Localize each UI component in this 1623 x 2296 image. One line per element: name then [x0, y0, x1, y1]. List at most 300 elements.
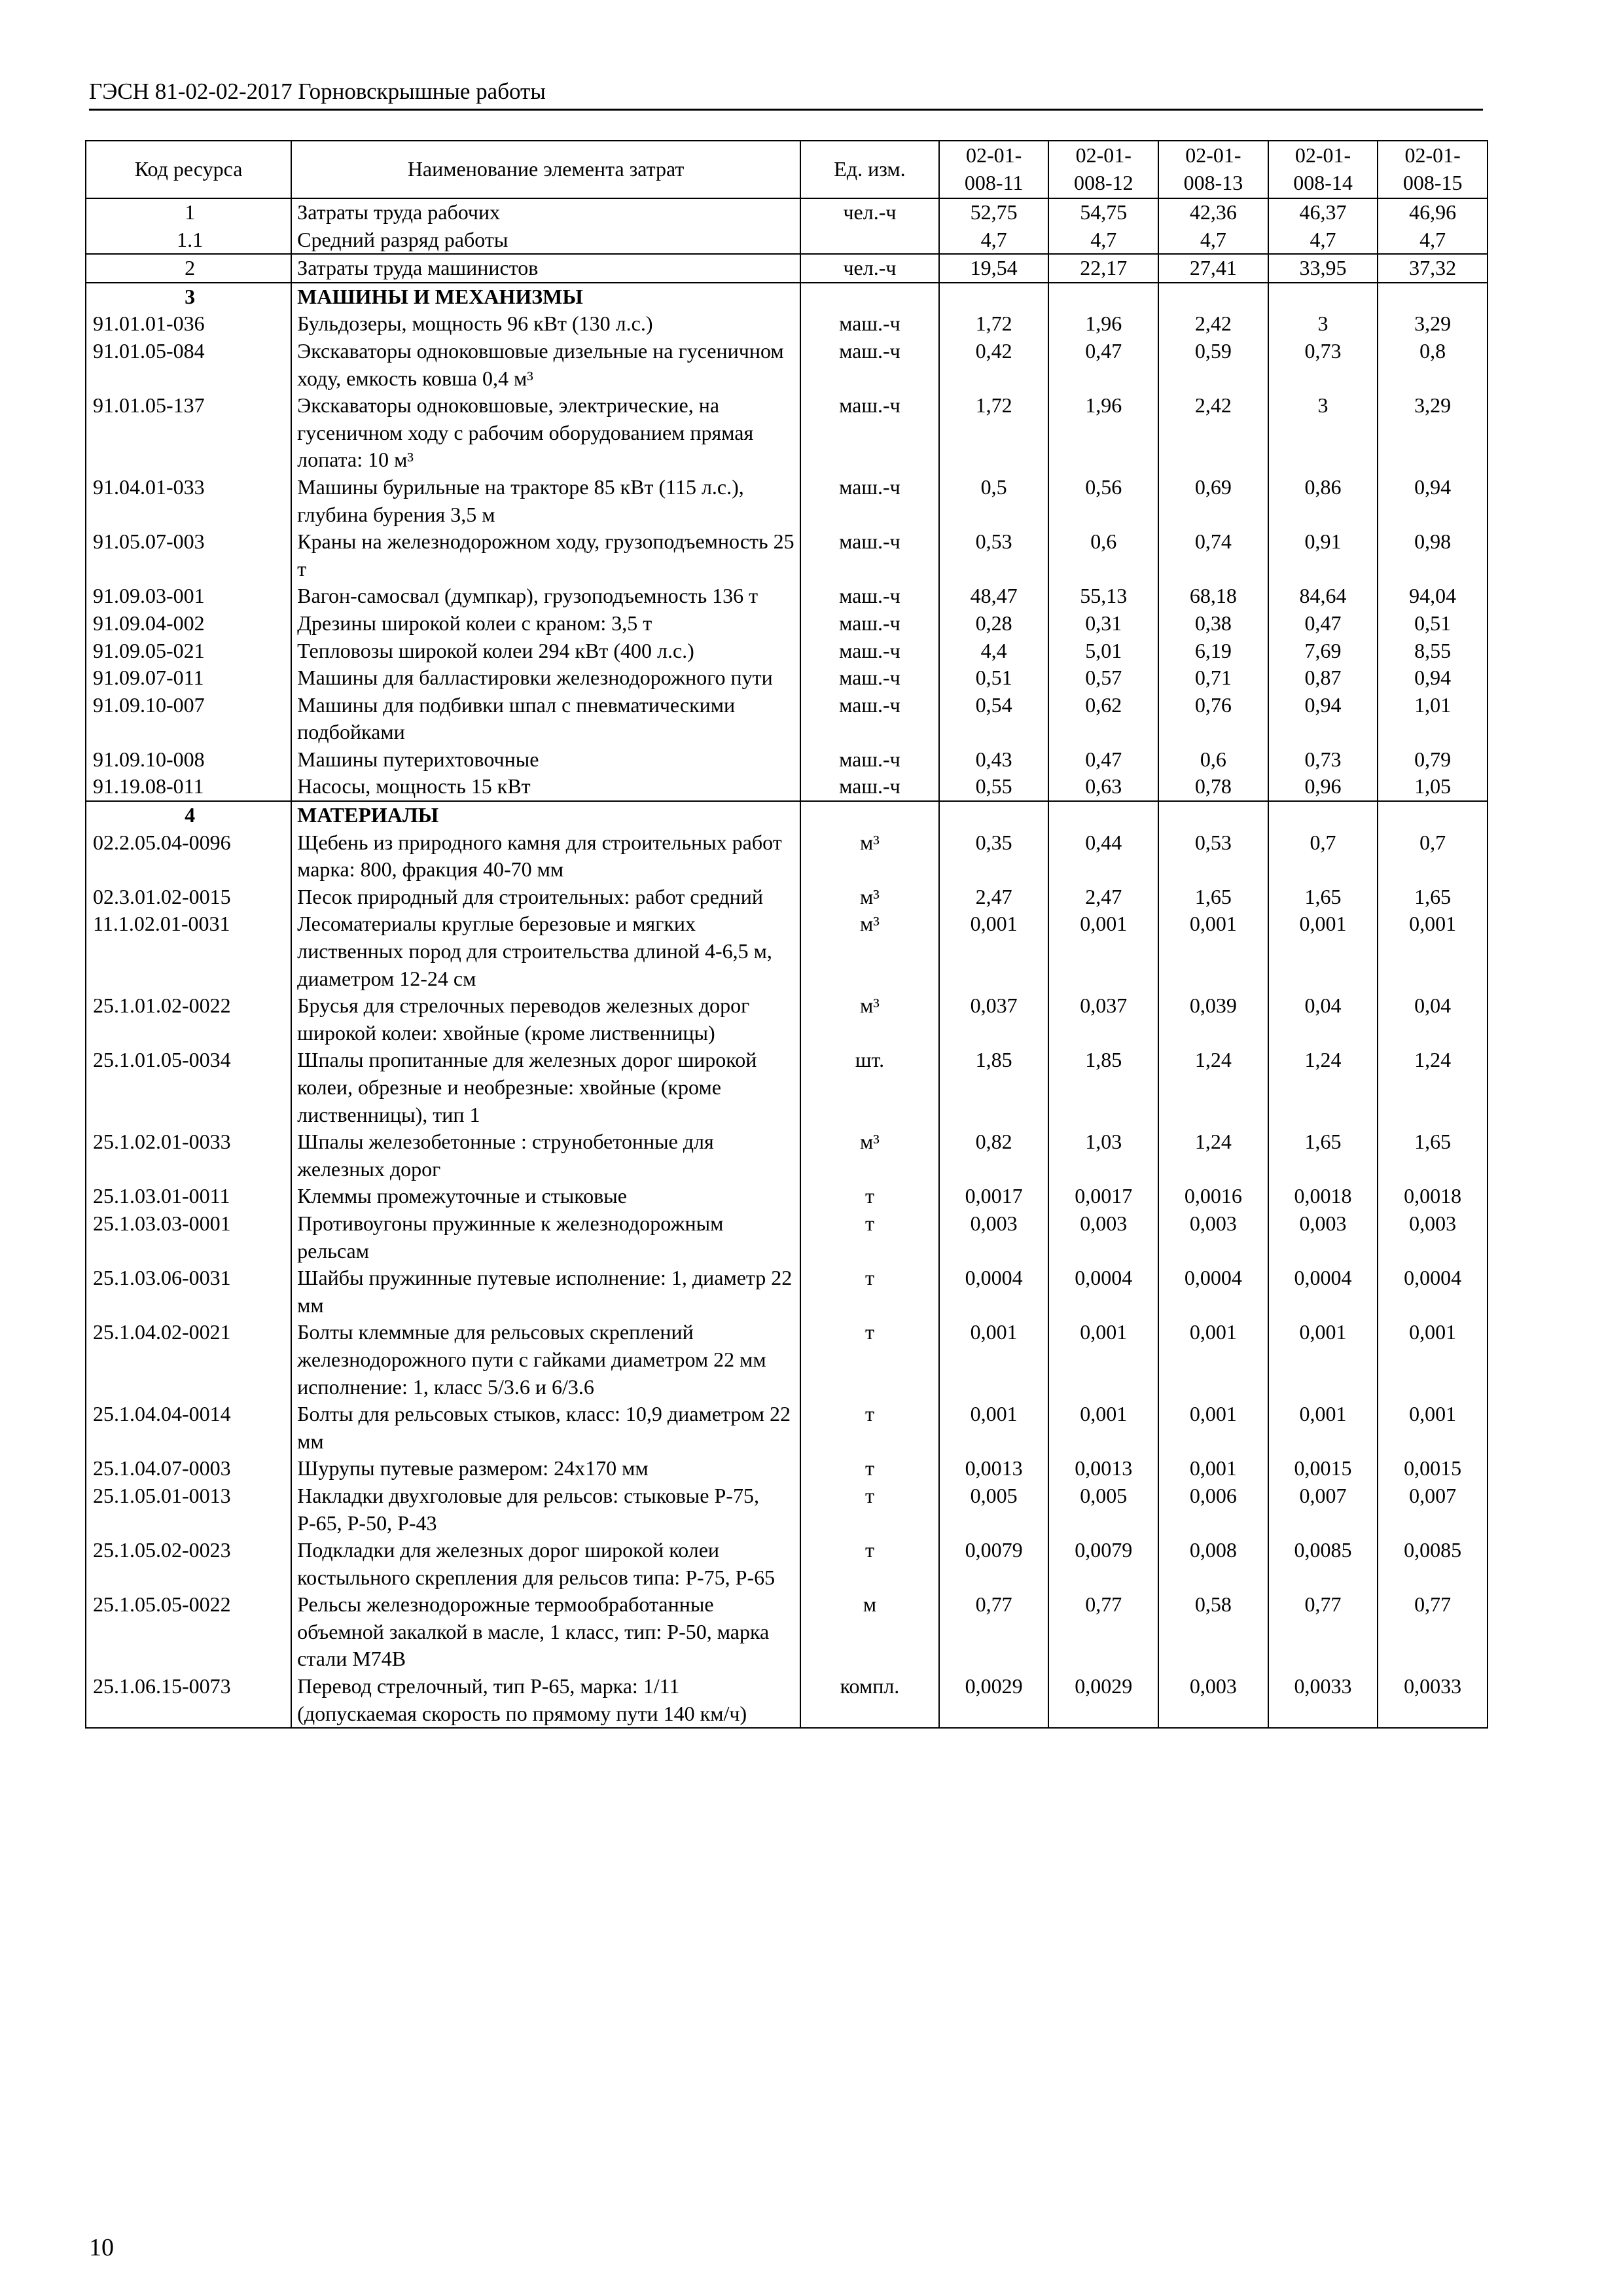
value-cell: 0,94	[1268, 692, 1378, 746]
table-row	[86, 610, 1488, 637]
resource-name-cell: Машины для подбивки шпал с пневматическими подбойками	[291, 692, 800, 746]
value-cell: 0,0085	[1268, 1537, 1378, 1591]
table-row	[86, 884, 1488, 911]
column-header: Ед. изм.	[800, 141, 939, 198]
table-header-row	[86, 141, 1488, 198]
value-cell: 2,42	[1158, 392, 1268, 474]
value-cell: 0,001	[1268, 910, 1378, 992]
value-cell: 0,001	[1378, 1319, 1488, 1401]
value-cell: 94,04	[1378, 583, 1488, 610]
value-cell: 1,72	[939, 392, 1049, 474]
unit-cell: т	[800, 1265, 939, 1319]
value-cell	[1378, 801, 1488, 829]
value-cell: 0,001	[1048, 910, 1158, 992]
table-row	[86, 1128, 1488, 1183]
value-cell: 0,0017	[939, 1183, 1049, 1210]
value-cell: 1,05	[1378, 773, 1488, 801]
value-cell: 0,96	[1268, 773, 1378, 801]
value-cell: 0,0013	[1048, 1455, 1158, 1482]
column-header: 02-01- 008-15	[1378, 141, 1488, 198]
value-cell: 4,4	[939, 637, 1049, 665]
value-cell: 0,98	[1378, 528, 1488, 583]
value-cell: 0,0004	[939, 1265, 1049, 1319]
table-row	[86, 1210, 1488, 1265]
value-cell: 0,57	[1048, 664, 1158, 692]
unit-cell: т	[800, 1319, 939, 1401]
value-cell: 0,0016	[1158, 1183, 1268, 1210]
value-cell: 0,59	[1158, 338, 1268, 392]
value-cell: 0,76	[1158, 692, 1268, 746]
resource-name-cell: Шайбы пружинные путевые исполнение: 1, диаметр 22 мм	[291, 1265, 800, 1319]
value-cell: 0,77	[1268, 1591, 1378, 1673]
value-cell: 19,54	[939, 254, 1049, 283]
unit-cell: т	[800, 1537, 939, 1591]
value-cell: 0,04	[1378, 992, 1488, 1047]
value-cell: 0,0017	[1048, 1183, 1158, 1210]
value-cell: 0,007	[1268, 1482, 1378, 1537]
resource-name-cell: Брусья для стрелочных переводов железных дорог широкой колеи: хвойные (кроме лиственницы)	[291, 992, 800, 1047]
value-cell: 1,85	[939, 1047, 1049, 1128]
unit-cell: м³	[800, 884, 939, 911]
resource-code-cell: 1	[86, 198, 291, 226]
resource-name-cell: Дрезины широкой колеи с краном: 3,5 т	[291, 610, 800, 637]
unit-cell: компл.	[800, 1673, 939, 1728]
resource-code-cell: 25.1.03.06-0031	[86, 1265, 291, 1319]
value-cell: 0,039	[1158, 992, 1268, 1047]
unit-cell: м³	[800, 910, 939, 992]
value-cell: 4,7	[1048, 226, 1158, 255]
unit-cell: чел.-ч	[800, 254, 939, 283]
resource-code-cell: 91.01.01-036	[86, 310, 291, 338]
unit-cell: маш.-ч	[800, 610, 939, 637]
value-cell: 0,47	[1268, 610, 1378, 637]
value-cell: 0,42	[939, 338, 1049, 392]
value-cell: 0,82	[939, 1128, 1049, 1183]
resource-name-cell: Экскаваторы одноковшовые дизельные на гусеничном ходу, емкость ковша 0,4 м³	[291, 338, 800, 392]
table-row	[86, 773, 1488, 801]
value-cell: 7,69	[1268, 637, 1378, 665]
unit-cell: маш.-ч	[800, 746, 939, 774]
table-row	[86, 474, 1488, 528]
unit-cell: м³	[800, 1128, 939, 1183]
resource-name-cell: Насосы, мощность 15 кВт	[291, 773, 800, 801]
resource-name-cell: Бульдозеры, мощность 96 кВт (130 л.с.)	[291, 310, 800, 338]
resource-code-cell: 91.09.10-008	[86, 746, 291, 774]
value-cell: 0,006	[1158, 1482, 1268, 1537]
resource-code-cell: 25.1.04.07-0003	[86, 1455, 291, 1482]
resource-name-cell: Шурупы путевые размером: 24х170 мм	[291, 1455, 800, 1482]
table-row	[86, 254, 1488, 283]
table-row	[86, 1319, 1488, 1401]
value-cell: 0,0013	[939, 1455, 1049, 1482]
resource-code-cell: 25.1.05.05-0022	[86, 1591, 291, 1673]
value-cell: 1,24	[1268, 1047, 1378, 1128]
table-row	[86, 528, 1488, 583]
value-cell: 42,36	[1158, 198, 1268, 226]
value-cell: 4,7	[1158, 226, 1268, 255]
resource-table	[85, 140, 1488, 1729]
unit-cell: т	[800, 1455, 939, 1482]
value-cell: 0,001	[1158, 1401, 1268, 1455]
value-cell: 0,008	[1158, 1537, 1268, 1591]
value-cell: 0,003	[1158, 1210, 1268, 1265]
resource-name-cell: Болты для рельсовых стыков, класс: 10,9 диаметром 22 мм	[291, 1401, 800, 1455]
value-cell	[1268, 801, 1378, 829]
value-cell: 0,001	[1048, 1401, 1158, 1455]
resource-code-cell: 25.1.05.01-0013	[86, 1482, 291, 1537]
value-cell: 0,62	[1048, 692, 1158, 746]
value-cell: 1,01	[1378, 692, 1488, 746]
table-row	[86, 198, 1488, 226]
resource-name-cell: Затраты труда рабочих	[291, 198, 800, 226]
value-cell: 0,55	[939, 773, 1049, 801]
resource-name-cell: Щебень из природного камня для строительных работ марка: 800, фракция 40-70 мм	[291, 829, 800, 884]
column-header: 02-01- 008-13	[1158, 141, 1268, 198]
resource-code-cell: 2	[86, 254, 291, 283]
value-cell: 84,64	[1268, 583, 1378, 610]
value-cell: 0,77	[1048, 1591, 1158, 1673]
value-cell: 1,72	[939, 310, 1049, 338]
resource-code-cell: 91.09.05-021	[86, 637, 291, 665]
resource-name-cell: Перевод стрелочный, тип Р-65, марка: 1/11 (допускаемая скорость по прямому пути 140 км/ч)	[291, 1673, 800, 1728]
resource-code-cell: 11.1.02.01-0031	[86, 910, 291, 992]
resource-code-cell: 25.1.04.04-0014	[86, 1401, 291, 1455]
resource-name-cell: Песок природный для строительных: работ средний	[291, 884, 800, 911]
value-cell	[1048, 283, 1158, 311]
value-cell: 0,8	[1378, 338, 1488, 392]
table-row	[86, 1482, 1488, 1537]
value-cell: 1,96	[1048, 310, 1158, 338]
value-cell: 1,65	[1158, 884, 1268, 911]
unit-cell: маш.-ч	[800, 637, 939, 665]
unit-cell	[800, 283, 939, 311]
value-cell: 0,0033	[1268, 1673, 1378, 1728]
value-cell	[1378, 283, 1488, 311]
value-cell: 22,17	[1048, 254, 1158, 283]
value-cell: 1,65	[1268, 884, 1378, 911]
unit-cell: маш.-ч	[800, 392, 939, 474]
table-row	[86, 664, 1488, 692]
value-cell: 5,01	[1048, 637, 1158, 665]
resource-name-cell: Средний разряд работы	[291, 226, 800, 255]
value-cell: 3,29	[1378, 310, 1488, 338]
table-row	[86, 637, 1488, 665]
value-cell: 0,001	[1268, 1319, 1378, 1401]
value-cell: 0,79	[1378, 746, 1488, 774]
resource-name-cell: Экскаваторы одноковшовые, электрические, на гусеничном ходу с рабочим оборудованием прямая лопата: 10 м³	[291, 392, 800, 474]
resource-name-cell: Краны на железнодорожном ходу, грузоподъемность 25 т	[291, 528, 800, 583]
resource-code-cell: 91.01.05-084	[86, 338, 291, 392]
value-cell: 0,0033	[1378, 1673, 1488, 1728]
unit-cell: маш.-ч	[800, 692, 939, 746]
value-cell: 0,77	[939, 1591, 1049, 1673]
value-cell: 0,38	[1158, 610, 1268, 637]
value-cell: 0,94	[1378, 664, 1488, 692]
resource-name-cell: Лесоматериалы круглые березовые и мягких лиственных пород для строительства длиной 4-6,5 м, диаметром 12-24 см	[291, 910, 800, 992]
table-row	[86, 692, 1488, 746]
value-cell: 0,44	[1048, 829, 1158, 884]
resource-code-cell: 25.1.03.01-0011	[86, 1183, 291, 1210]
value-cell: 4,7	[939, 226, 1049, 255]
column-header: Наименование элемента затрат	[291, 141, 800, 198]
table-row	[86, 1047, 1488, 1128]
unit-cell: маш.-ч	[800, 474, 939, 528]
resource-code-cell: 25.1.02.01-0033	[86, 1128, 291, 1183]
value-cell: 0,53	[939, 528, 1049, 583]
unit-cell: т	[800, 1183, 939, 1210]
unit-cell: маш.-ч	[800, 664, 939, 692]
value-cell: 0,003	[1268, 1210, 1378, 1265]
value-cell: 54,75	[1048, 198, 1158, 226]
resource-name-cell: Подкладки для железных дорог широкой колеи костыльного скрепления для рельсов типа: Р-75, Р-65	[291, 1537, 800, 1591]
resource-code-cell: 25.1.01.02-0022	[86, 992, 291, 1047]
resource-name-cell: МАТЕРИАЛЫ	[291, 801, 800, 829]
value-cell: 2,47	[939, 884, 1049, 911]
value-cell: 0,001	[1378, 910, 1488, 992]
resource-code-cell: 25.1.06.15-0073	[86, 1673, 291, 1728]
value-cell: 0,51	[939, 664, 1049, 692]
table-row	[86, 392, 1488, 474]
value-cell: 0,43	[939, 746, 1049, 774]
value-cell	[939, 283, 1049, 311]
value-cell: 1,65	[1378, 1128, 1488, 1183]
value-cell: 0,7	[1378, 829, 1488, 884]
resource-code-cell: 91.19.08-011	[86, 773, 291, 801]
value-cell: 27,41	[1158, 254, 1268, 283]
value-cell: 4,7	[1378, 226, 1488, 255]
value-cell: 0,003	[1378, 1210, 1488, 1265]
table-row	[86, 1401, 1488, 1455]
value-cell: 0,0079	[939, 1537, 1049, 1591]
value-cell: 0,0004	[1268, 1265, 1378, 1319]
resource-name-cell: Клеммы промежуточные и стыковые	[291, 1183, 800, 1210]
unit-cell: м	[800, 1591, 939, 1673]
value-cell: 0,86	[1268, 474, 1378, 528]
value-cell: 68,18	[1158, 583, 1268, 610]
value-cell: 0,87	[1268, 664, 1378, 692]
value-cell: 0,73	[1268, 338, 1378, 392]
resource-code-cell: 25.1.03.03-0001	[86, 1210, 291, 1265]
resource-code-cell: 91.09.10-007	[86, 692, 291, 746]
value-cell: 0,28	[939, 610, 1049, 637]
column-header: Код ресурса	[86, 141, 291, 198]
value-cell: 0,47	[1048, 338, 1158, 392]
resource-code-cell: 02.2.05.04-0096	[86, 829, 291, 884]
resource-code-cell: 91.09.04-002	[86, 610, 291, 637]
value-cell: 46,37	[1268, 198, 1378, 226]
value-cell: 0,35	[939, 829, 1049, 884]
resource-code-cell: 3	[86, 283, 291, 311]
table-row	[86, 801, 1488, 829]
value-cell: 6,19	[1158, 637, 1268, 665]
value-cell: 0,6	[1158, 746, 1268, 774]
value-cell: 0,037	[1048, 992, 1158, 1047]
value-cell	[1158, 283, 1268, 311]
column-header: 02-01- 008-11	[939, 141, 1049, 198]
value-cell: 3	[1268, 392, 1378, 474]
resource-name-cell: Машины бурильные на тракторе 85 кВт (115 л.с.), глубина бурения 3,5 м	[291, 474, 800, 528]
unit-cell: шт.	[800, 1047, 939, 1128]
resource-code-cell: 02.3.01.02-0015	[86, 884, 291, 911]
value-cell	[1158, 801, 1268, 829]
value-cell: 0,78	[1158, 773, 1268, 801]
resource-code-cell: 4	[86, 801, 291, 829]
value-cell: 0,56	[1048, 474, 1158, 528]
value-cell: 0,47	[1048, 746, 1158, 774]
table-row	[86, 1591, 1488, 1673]
table-row	[86, 338, 1488, 392]
value-cell: 0,0085	[1378, 1537, 1488, 1591]
value-cell: 0,04	[1268, 992, 1378, 1047]
resource-name-cell: Шпалы пропитанные для железных дорог широкой колеи, обрезные и необрезные: хвойные (кроме лиственницы), тип 1	[291, 1047, 800, 1128]
value-cell	[939, 801, 1049, 829]
value-cell: 0,53	[1158, 829, 1268, 884]
value-cell: 0,91	[1268, 528, 1378, 583]
value-cell: 0,5	[939, 474, 1049, 528]
table-row	[86, 226, 1488, 255]
value-cell: 0,0018	[1378, 1183, 1488, 1210]
value-cell: 0,003	[1048, 1210, 1158, 1265]
resource-code-cell: 25.1.01.05-0034	[86, 1047, 291, 1128]
value-cell: 3,29	[1378, 392, 1488, 474]
resource-name-cell: Тепловозы широкой колеи 294 кВт (400 л.с.)	[291, 637, 800, 665]
unit-cell: чел.-ч	[800, 198, 939, 226]
value-cell: 2,47	[1048, 884, 1158, 911]
value-cell: 0,001	[939, 1319, 1049, 1401]
resource-code-cell: 91.09.07-011	[86, 664, 291, 692]
resource-name-cell: Рельсы железнодорожные термообработанные объемной закалкой в масле, 1 класс, тип: Р-50, марка стали М74В	[291, 1591, 800, 1673]
value-cell: 0,7	[1268, 829, 1378, 884]
value-cell: 46,96	[1378, 198, 1488, 226]
value-cell: 0,003	[939, 1210, 1049, 1265]
value-cell: 1,96	[1048, 392, 1158, 474]
value-cell: 0,0015	[1268, 1455, 1378, 1482]
value-cell: 37,32	[1378, 254, 1488, 283]
value-cell: 0,001	[1158, 1319, 1268, 1401]
table-row	[86, 910, 1488, 992]
unit-cell: м³	[800, 829, 939, 884]
table-row	[86, 283, 1488, 311]
value-cell: 8,55	[1378, 637, 1488, 665]
table-row	[86, 829, 1488, 884]
resource-code-cell: 25.1.04.02-0021	[86, 1319, 291, 1401]
value-cell: 0,73	[1268, 746, 1378, 774]
table-body	[86, 198, 1488, 1728]
resource-name-cell: Шпалы железобетонные : струнобетонные для железных дорог	[291, 1128, 800, 1183]
value-cell: 0,77	[1378, 1591, 1488, 1673]
value-cell: 0,005	[1048, 1482, 1158, 1537]
value-cell: 0,54	[939, 692, 1049, 746]
value-cell: 2,42	[1158, 310, 1268, 338]
value-cell: 52,75	[939, 198, 1049, 226]
value-cell: 0,63	[1048, 773, 1158, 801]
value-cell: 0,0079	[1048, 1537, 1158, 1591]
value-cell: 0,037	[939, 992, 1049, 1047]
value-cell: 0,0029	[1048, 1673, 1158, 1728]
unit-cell	[800, 226, 939, 255]
resource-code-cell: 25.1.05.02-0023	[86, 1537, 291, 1591]
value-cell: 0,6	[1048, 528, 1158, 583]
resource-name-cell: Затраты труда машинистов	[291, 254, 800, 283]
table-row	[86, 746, 1488, 774]
value-cell: 0,001	[1048, 1319, 1158, 1401]
value-cell: 1,24	[1158, 1128, 1268, 1183]
value-cell: 0,005	[939, 1482, 1049, 1537]
table-row	[86, 1183, 1488, 1210]
unit-cell: т	[800, 1401, 939, 1455]
resource-name-cell: Накладки двухголовые для рельсов: стыковые Р-75, Р-65, Р-50, Р-43	[291, 1482, 800, 1537]
unit-cell: т	[800, 1210, 939, 1265]
value-cell: 0,0018	[1268, 1183, 1378, 1210]
value-cell	[1268, 283, 1378, 311]
value-cell: 1,03	[1048, 1128, 1158, 1183]
table-row	[86, 992, 1488, 1047]
value-cell: 1,24	[1158, 1047, 1268, 1128]
column-header: 02-01- 008-12	[1048, 141, 1158, 198]
page-number: 10	[89, 2234, 114, 2261]
value-cell: 3	[1268, 310, 1378, 338]
resource-code-cell: 91.04.01-033	[86, 474, 291, 528]
resource-name-cell: Противоугоны пружинные к железнодорожным рельсам	[291, 1210, 800, 1265]
value-cell: 0,0004	[1048, 1265, 1158, 1319]
value-cell: 0,74	[1158, 528, 1268, 583]
value-cell: 0,58	[1158, 1591, 1268, 1673]
resource-name-cell: Болты клеммные для рельсовых скреплений железнодорожного пути с гайками диаметром 22 мм исполнение: 1, класс 5/3.6 и 6/3.6	[291, 1319, 800, 1401]
unit-cell: маш.-ч	[800, 338, 939, 392]
value-cell	[1048, 801, 1158, 829]
value-cell: 0,001	[1378, 1401, 1488, 1455]
resource-name-cell: Машины для балластировки железнодорожного пути	[291, 664, 800, 692]
unit-cell: м³	[800, 992, 939, 1047]
value-cell: 0,0015	[1378, 1455, 1488, 1482]
table-row	[86, 583, 1488, 610]
resource-code-cell: 91.05.07-003	[86, 528, 291, 583]
value-cell: 0,94	[1378, 474, 1488, 528]
value-cell: 0,71	[1158, 664, 1268, 692]
value-cell: 1,65	[1268, 1128, 1378, 1183]
value-cell: 0,69	[1158, 474, 1268, 528]
value-cell: 1,24	[1378, 1047, 1488, 1128]
value-cell: 1,65	[1378, 884, 1488, 911]
unit-cell: маш.-ч	[800, 310, 939, 338]
unit-cell: маш.-ч	[800, 773, 939, 801]
column-header: 02-01- 008-14	[1268, 141, 1378, 198]
table-row	[86, 1455, 1488, 1482]
value-cell: 0,0029	[939, 1673, 1049, 1728]
resource-name-cell: Машины путерихтовочные	[291, 746, 800, 774]
table-row	[86, 1537, 1488, 1591]
value-cell: 0,51	[1378, 610, 1488, 637]
value-cell: 0,0004	[1158, 1265, 1268, 1319]
table-row	[86, 1265, 1488, 1319]
resource-name-cell: МАШИНЫ И МЕХАНИЗМЫ	[291, 283, 800, 311]
value-cell: 0,007	[1378, 1482, 1488, 1537]
unit-cell: маш.-ч	[800, 583, 939, 610]
value-cell: 0,001	[1268, 1401, 1378, 1455]
value-cell: 0,0004	[1378, 1265, 1488, 1319]
value-cell: 0,001	[939, 1401, 1049, 1455]
value-cell: 55,13	[1048, 583, 1158, 610]
unit-cell: т	[800, 1482, 939, 1537]
resource-code-cell: 91.01.05-137	[86, 392, 291, 474]
value-cell: 0,003	[1158, 1673, 1268, 1728]
value-cell: 0,001	[1158, 1455, 1268, 1482]
resource-code-cell: 91.09.03-001	[86, 583, 291, 610]
table-row	[86, 1673, 1488, 1728]
page-header: ГЭСН 81-02-02-2017 Горновскрышные работы	[89, 77, 1483, 111]
value-cell: 4,7	[1268, 226, 1378, 255]
value-cell: 0,31	[1048, 610, 1158, 637]
